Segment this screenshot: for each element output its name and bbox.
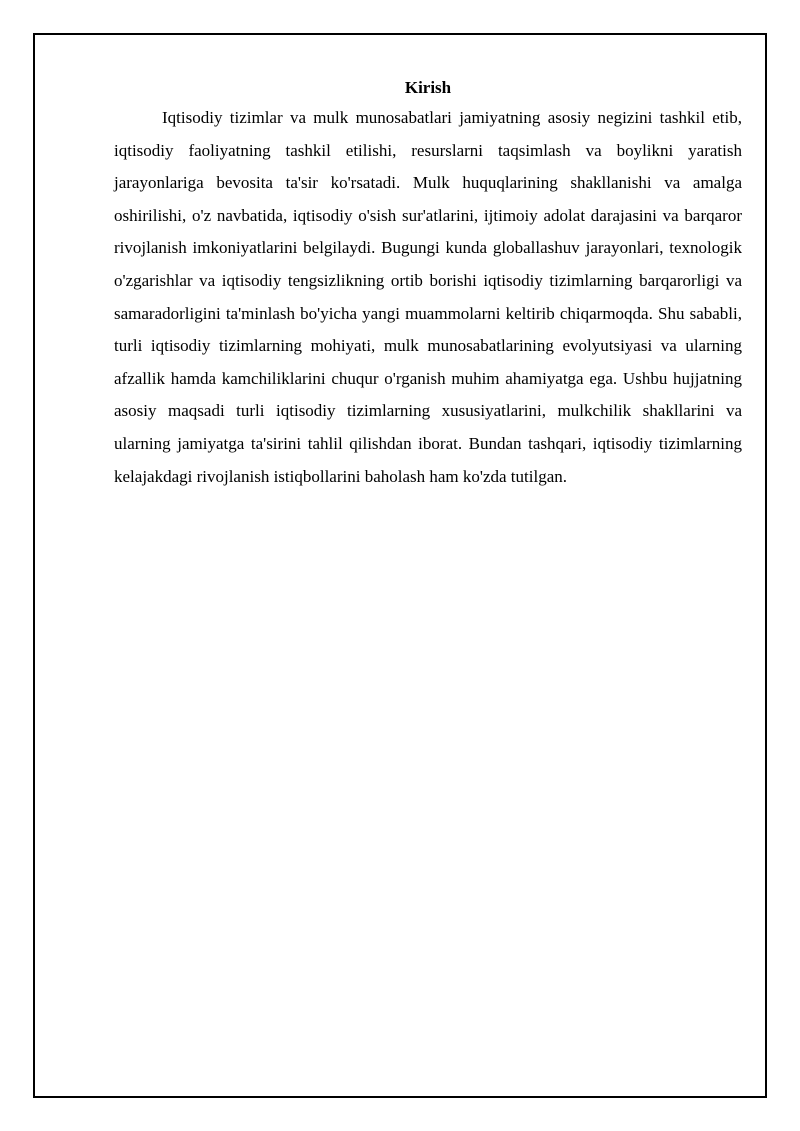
- body-paragraph: Iqtisodiy tizimlar va mulk munosabatlari jamiyatning asosiy negizini tashkil etib, iqtisodiy faoliyatning tashkil etilishi, resurslarni taqsimlash va boylikni yaratish jarayonlariga bevosita ta'sir ko'rsatadi. Mulk huquqlarining shakllanishi va amalga oshirilishi, o'z navbatida, iqtisodiy o'sish sur'atlarini, ijtimoiy adolat darajasini va barqaror rivojlanish imkoniyatlarini belgilaydi. Bugungi kunda globallashuv jarayonlari, texnologik o'zgarishlar va iqtisodiy tengsizlikning ortib borishi iqtisodiy tizimlarning barqarorligi va samaradorligini ta'minlash bo'yicha yangi muammolarni keltirib chiqarmoqda. Shu sababli, turli iqtisodiy tizimlarning mohiyati, mulk munosabatlarining evolyutsiyasi va ularning afzallik hamda kamchiliklarini chuqur o'rganish muhim ahamiyatga ega. Ushbu hujjatning asosiy maqsadi turli iqtisodiy tizimlarning xususiyatlarini, mulkchilik shakllarini va ularning jamiyatga ta'sirini tahlil qilishdan iborat. Bundan tashqari, iqtisodiy tizimlarning kelajakdagi rivojlanish istiqbollarini baholash ham ko'zda tutilgan.: [114, 108, 742, 486]
- document-body: [114, 76, 742, 493]
- document-title: Kirish: [404, 78, 452, 97]
